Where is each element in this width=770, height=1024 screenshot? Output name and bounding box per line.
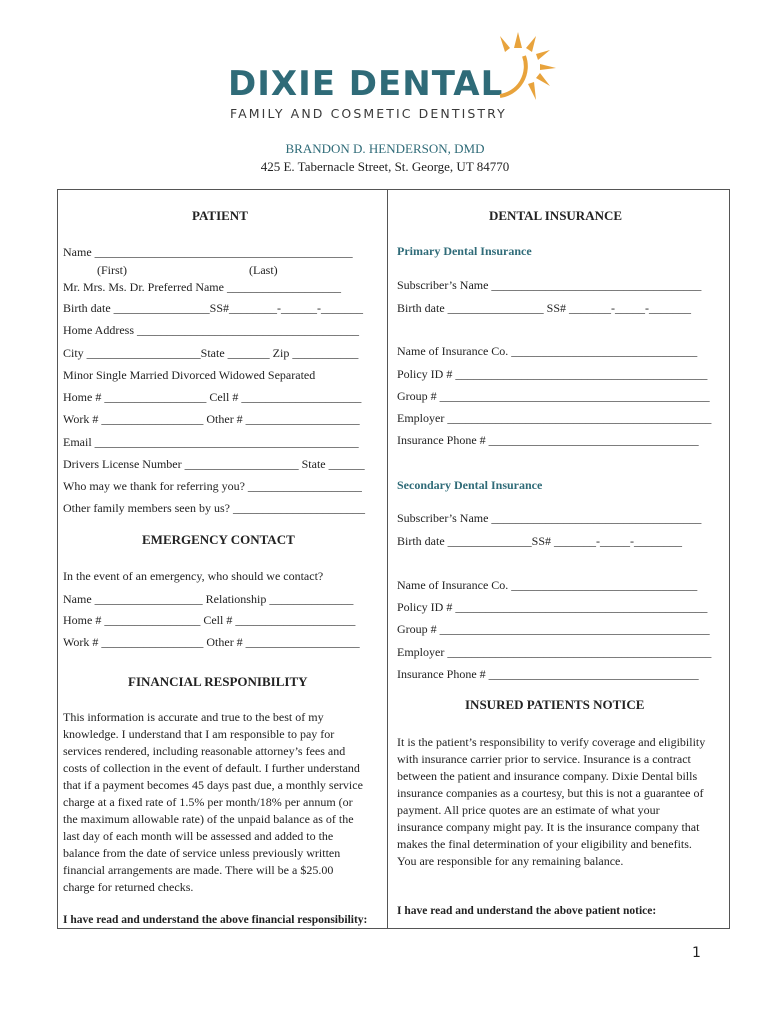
secondary-policy-field[interactable]: Policy ID # __________________________________________ [397,600,708,614]
emergency-name-field[interactable]: Name __________________ Relationship ______________ [63,592,354,606]
secondary-phone-field[interactable]: Insurance Phone # ___________________________________ [397,667,699,681]
emergency-home-cell-field[interactable]: Home # ________________ Cell # ____________________ [63,613,356,627]
patient-name-field[interactable]: Name ___________________________________________ [63,245,353,259]
sun-icon [478,26,558,106]
secondary-company-field[interactable]: Name of Insurance Co. _______________________________ [397,578,698,592]
notice-text: It is the patient’s responsibility to verify coverage and eligibility with insurance carrier prior to service. Insurance is a contract between the patient and insurance company. Dixie Dental bills insurance companies as a courtesy, but this is not a guarantee of payment. All price quotes are an estimate of what your insurance company might pay. It is the insurance company that makes the final determination of your eligibility and benefits. You are responsible for any remaining balance. [397,735,706,868]
primary-subscriber-field[interactable]: Subscriber’s Name ___________________________________ [397,278,702,292]
city-state-zip-field[interactable]: City ___________________State _______ Zip ___________ [63,346,359,360]
primary-phone-field[interactable]: Insurance Phone # ___________________________________ [397,433,699,447]
home-address-field[interactable]: Home Address _____________________________________ [63,323,359,337]
notice-acknowledgement: I have read and understand the above patient notice: [397,905,657,917]
logo-name: DIXIE DENTAL [228,64,504,104]
home-cell-phone-field[interactable]: Home # _________________ Cell # ____________________ [63,390,362,404]
logo [228,26,568,126]
secondary-birth-ss-field[interactable]: Birth date ______________SS# _______-_____-________ [397,534,682,548]
email-field[interactable]: Email ____________________________________________ [63,435,359,449]
primary-policy-field[interactable]: Policy ID # __________________________________________ [397,367,708,381]
secondary-subscriber-field[interactable]: Subscriber’s Name ___________________________________ [397,511,702,525]
work-other-phone-field[interactable]: Work # _________________ Other # ___________________ [63,412,360,426]
financial-acknowledgement: I have read and understand the above financial responsibility: [63,914,368,926]
family-members-field[interactable]: Other family members seen by us? ______________________ [63,501,365,515]
primary-employer-field[interactable]: Employer ____________________________________________ [397,411,712,425]
page-number: 1 [692,945,701,961]
financial-heading: FINANCIAL RESPONIBILITY [128,674,308,689]
secondary-group-field[interactable]: Group # _____________________________________________ [397,622,710,636]
birth-ss-field[interactable]: Birth date ________________SS#________-______-_______ [63,301,363,315]
primary-birth-ss-field[interactable]: Birth date ________________ SS# _______-_____-_______ [397,301,691,315]
insurance-heading: DENTAL INSURANCE [489,208,623,223]
logo-tagline: FAMILY AND COSMETIC DENTISTRY [230,106,507,121]
secondary-employer-field[interactable]: Employer ____________________________________________ [397,645,712,659]
drivers-license-field[interactable]: Drivers License Number ___________________ State ______ [63,457,365,471]
referral-field[interactable]: Who may we thank for referring you? ___________________ [63,479,362,493]
doctor-name: BRANDON D. HENDERSON, DMD [285,141,485,156]
financial-text: This information is accurate and true to the best of my knowledge. I understand that I am responsible to pay for services rendered, including reasonable attorney’s fees and costs of collection in the event of default. I further understand that if a payment becomes 45 days past due, a monthly service charge at a fixed rate of 1.5% per month/18% per annum (or the maximum allowable rate) of the unpaid balance as of the last day of each month will be assessed and added to the balance from the date of service unless previously written financial arrangements are made. There will be a $25.00 charge for returned checks. [63,710,363,894]
emergency-work-other-field[interactable]: Work # _________________ Other # ___________________ [63,635,360,649]
patient-heading: PATIENT [192,208,248,223]
secondary-insurance-label: Secondary Dental Insurance [397,478,543,492]
emergency-heading: EMERGENCY CONTACT [142,532,295,547]
column-divider [387,189,388,929]
primary-group-field[interactable]: Group # _____________________________________________ [397,389,710,403]
preferred-name-field[interactable]: Mr. Mrs. Ms. Dr. Preferred Name ___________________ [63,280,341,294]
first-name-label: (First) [97,263,127,277]
marital-status-options[interactable]: Minor Single Married Divorced Widowed Separated [63,368,316,382]
practice-address: 425 E. Tabernacle Street, St. George, UT 84770 [260,159,510,174]
last-name-label: (Last) [249,263,278,277]
primary-insurance-label: Primary Dental Insurance [397,244,532,258]
emergency-question: In the event of an emergency, who should we contact? [63,569,324,583]
primary-company-field[interactable]: Name of Insurance Co. _______________________________ [397,344,698,358]
notice-heading: INSURED PATIENTS NOTICE [465,697,645,712]
